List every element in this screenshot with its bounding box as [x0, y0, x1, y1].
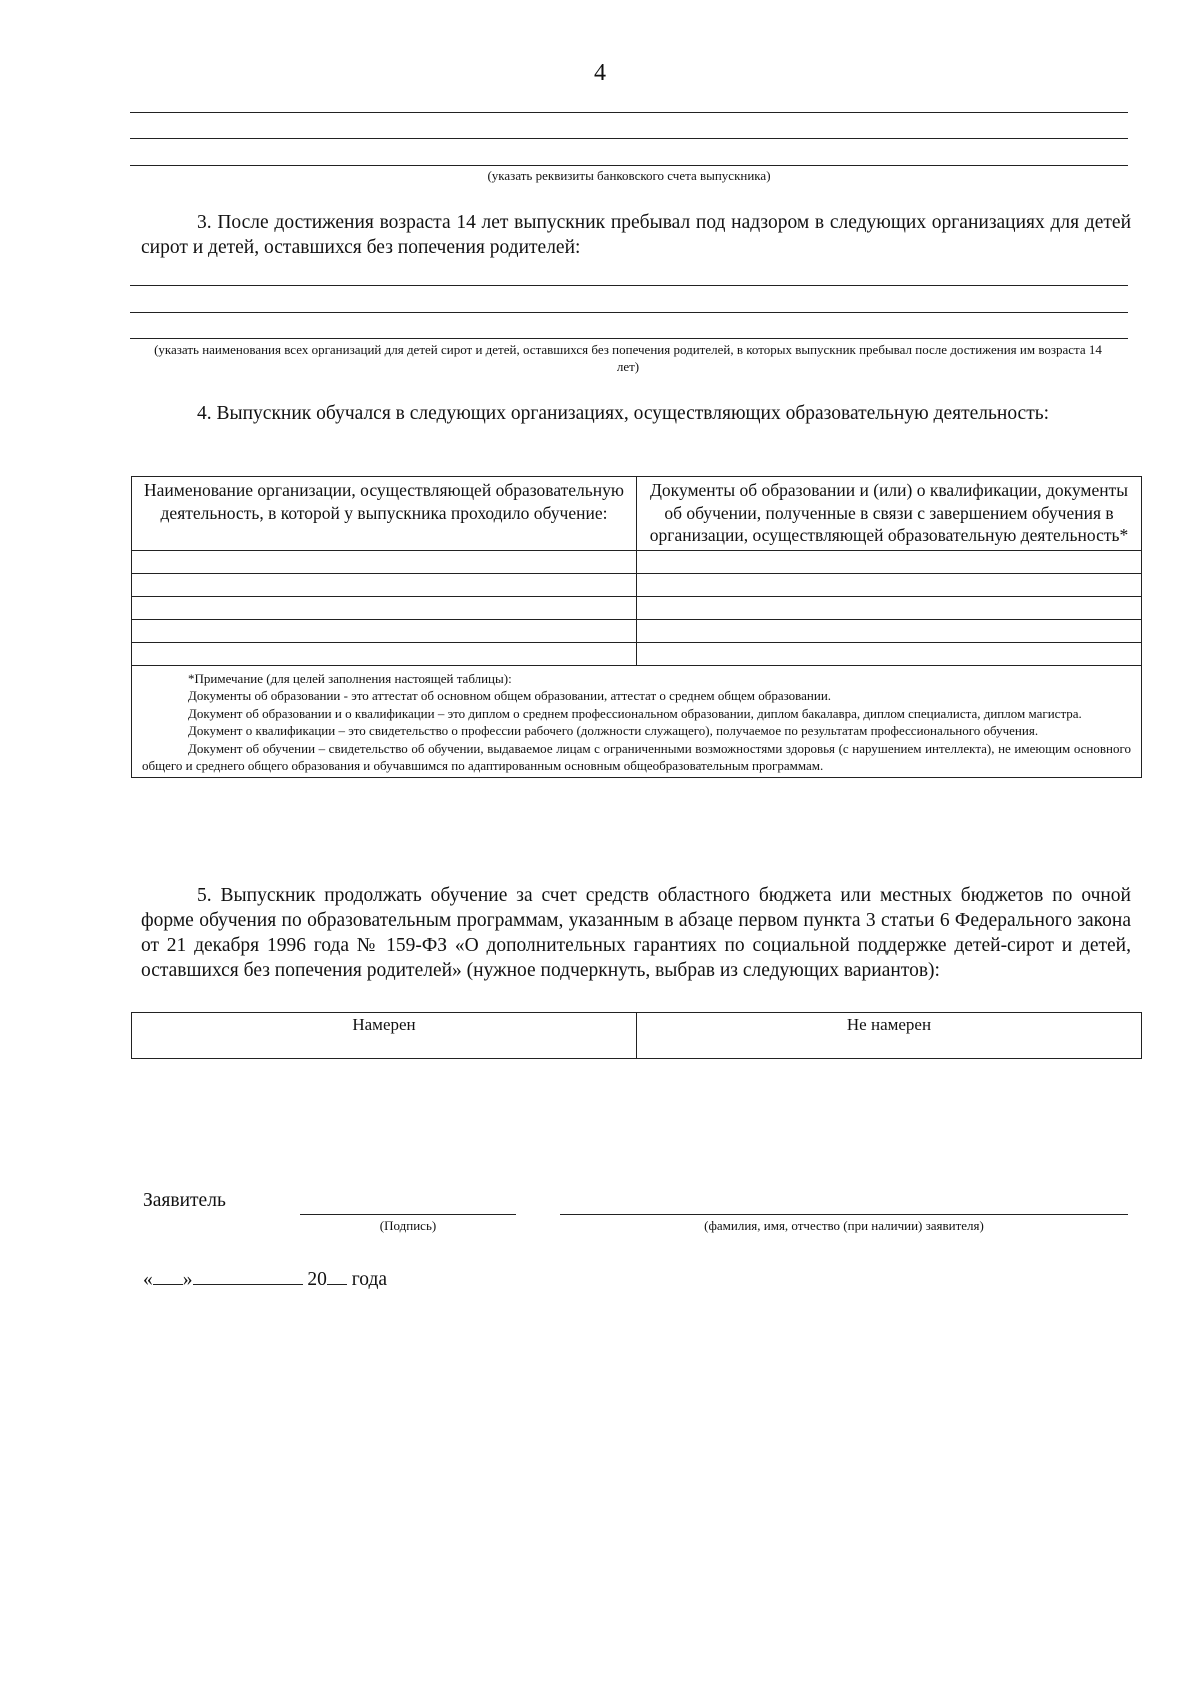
- bank-line-1[interactable]: [130, 112, 1128, 113]
- org-cell[interactable]: [132, 642, 637, 665]
- applicant-name-line[interactable]: [560, 1214, 1128, 1215]
- org-cell[interactable]: [132, 596, 637, 619]
- org-cell[interactable]: [132, 550, 637, 573]
- org-cell[interactable]: [132, 619, 637, 642]
- date-open-quote: «: [143, 1269, 153, 1290]
- section-3-text: 3. После достижения возраста 14 лет выпускник пребывал под надзором в следующих организациях для детей сирот и детей, оставшихся без попечения родителей:: [141, 212, 1131, 258]
- date-row: [143, 1266, 387, 1291]
- applicant-name-caption: (фамилия, имя, отчество (при наличии) заявителя): [704, 1218, 984, 1233]
- month-blank[interactable]: [193, 1266, 303, 1285]
- year-century: 20: [307, 1269, 327, 1290]
- note-title: *Примечание (для целей заполнения настоящей таблицы):: [188, 670, 512, 686]
- intent-choice-table: [131, 1012, 1142, 1059]
- note-paragraph: Документы об образовании - это аттестат об основном общем образовании, аттестат о среднем общем образовании.: [188, 688, 832, 703]
- docs-cell[interactable]: [637, 642, 1142, 665]
- docs-cell[interactable]: [637, 596, 1142, 619]
- year-blank[interactable]: [327, 1266, 347, 1285]
- section-5-text: 5. Выпускник продолжать обучение за счет средств областного бюджета или местных бюджетов по очной форме обучения по образовательным программам, указанным в абзаце первом пункта 3 статьи 6 Федерального закона от 21 декабря 1996 года № 159-ФЗ «О дополнительных гарантиях по социальной поддержке детей-сирот и детей, оставшихся без попечения родителей» (нужное подчеркнуть, выбрав из следующих вариантов):: [141, 885, 1131, 981]
- table-note: [132, 665, 1142, 777]
- docs-cell[interactable]: [637, 619, 1142, 642]
- docs-cell[interactable]: [637, 550, 1142, 573]
- docs-cell[interactable]: [637, 573, 1142, 596]
- education-docs-header: Документы об образовании и (или) о квалификации, документы об обучении, полученные в связи с завершением обучения в организации, осуществляющей образовательную деятельность*: [637, 477, 1142, 551]
- table-row: [132, 573, 1142, 596]
- orphanage-line-2[interactable]: [130, 312, 1128, 313]
- orphanage-caption: (указать наименования всех организаций для детей сирот и детей, оставшихся без попечения родителей, в которых выпускник пребывал после достижения им возраста 14 лет): [154, 342, 1102, 374]
- page-number: 4: [594, 60, 606, 86]
- bank-line-2[interactable]: [130, 138, 1128, 139]
- option-intends[interactable]: Намерен: [132, 1013, 637, 1059]
- day-blank[interactable]: [153, 1266, 183, 1285]
- note-paragraph: Документ об обучении – свидетельство об обучении, выдаваемое лицам с ограниченными возможностями здоровья (с нарушением интеллекта), не имеющим основного общего и среднего общего образования и обучавшимся по адаптированным основным общеобразовательным программам.: [142, 740, 1131, 773]
- section-4-text: 4. Выпускник обучался в следующих организациях, осуществляющих образовательную деятельность:: [197, 403, 1050, 424]
- orphanage-line-1[interactable]: [130, 285, 1128, 286]
- signature-caption: (Подпись): [379, 1218, 437, 1233]
- bank-caption: (указать реквизиты банковского счета выпускника): [487, 168, 771, 183]
- signature-line[interactable]: [300, 1214, 516, 1215]
- note-paragraph: Документ о квалификации – это свидетельство о профессии рабочего (должности служащего), получаемое по результатам профессионального обучения.: [188, 723, 1039, 738]
- table-row: [132, 642, 1142, 665]
- bank-line-3[interactable]: [130, 165, 1128, 166]
- education-table: [131, 476, 1142, 778]
- table-row: [132, 550, 1142, 573]
- table-row: [132, 596, 1142, 619]
- orphanage-line-3[interactable]: [130, 338, 1128, 339]
- table-row: [132, 619, 1142, 642]
- applicant-label: Заявитель: [143, 1190, 226, 1211]
- education-org-header: Наименование организации, осуществляющей образовательную деятельность, в которой у выпускника проходило обучение:: [132, 477, 637, 551]
- org-cell[interactable]: [132, 573, 637, 596]
- note-paragraph: Документ об образовании и о квалификации – это диплом о среднем профессиональном образовании, диплом бакалавра, диплом специалиста, диплом магистра.: [188, 705, 1082, 721]
- date-close-quote: »: [182, 1269, 193, 1290]
- year-word: года: [351, 1269, 388, 1290]
- option-not-intends[interactable]: Не намерен: [637, 1013, 1142, 1059]
